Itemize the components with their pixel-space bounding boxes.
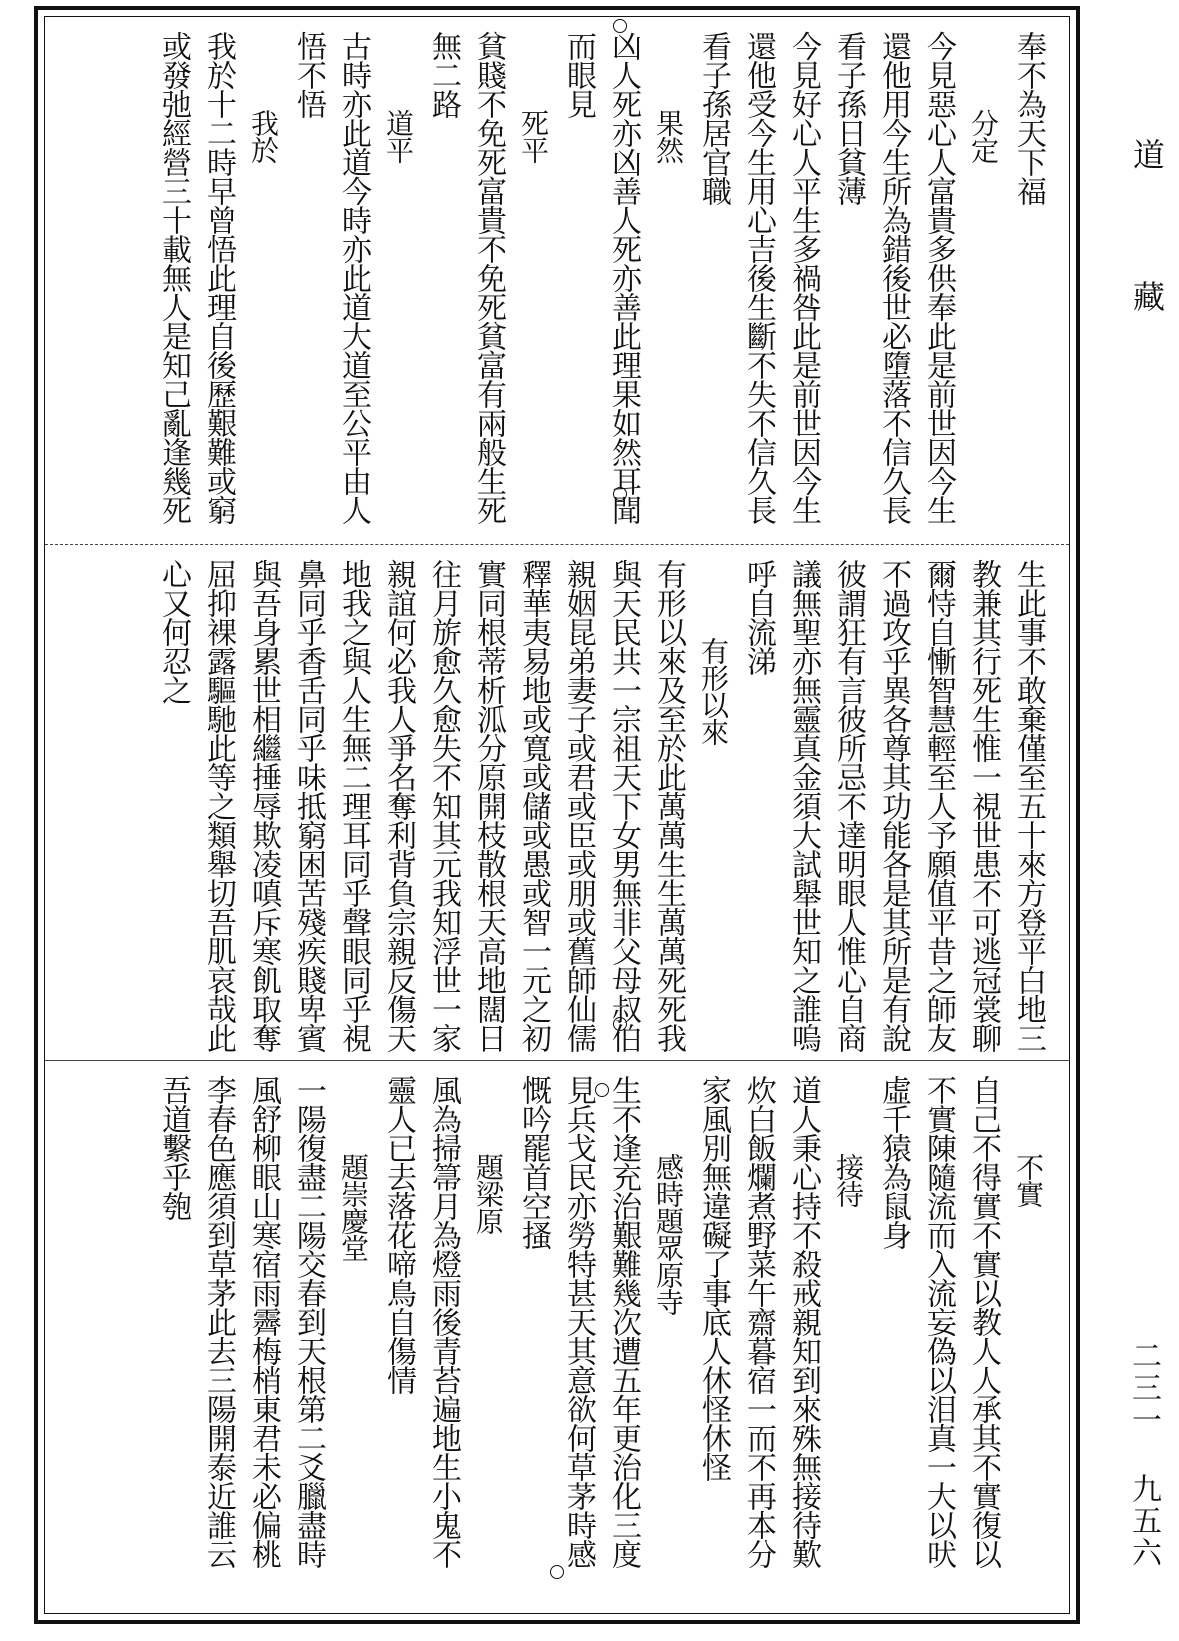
text-column: 親誼何必我人爭名奪利背負宗親反傷天 <box>381 559 416 1052</box>
section-circle-mark <box>613 1017 627 1031</box>
text-column: 凶人死亦凶善人死亦善此理果如然耳聞 <box>601 31 646 531</box>
text-column: 一陽復盡二陽交春到天根第二爻臘盡時 <box>291 1075 326 1568</box>
section-title: 果然 <box>652 109 685 163</box>
text-column: 無二路 <box>426 31 461 118</box>
text-column: 實同根蒂析泒分原開枝散根天高地闊日 <box>471 559 506 1052</box>
text-column: 慨吟罷首空搔 <box>516 1075 551 1249</box>
text-column: 還他受今生用心吉後生斷不失不信久長 <box>741 31 776 524</box>
text-column: 或發弛經營三十載無人是知己亂逢幾死 <box>156 31 191 524</box>
section-title: 題崇慶堂 <box>337 1153 370 1261</box>
text-column: 吾道繫乎匏 <box>156 1075 191 1220</box>
text-column: 炊白飯爛煮野菜午齋暮宿一而不再本分 <box>741 1075 776 1568</box>
text-column: 與天民共一宗祖天下女男無非父母叔伯 <box>606 559 641 1052</box>
text-column: 地我之與人生無二理耳同乎聲眼同乎視 <box>336 559 371 1052</box>
text-column: 今見惡心人富貴多供奉此是前世因今生 <box>921 31 956 524</box>
text-column: 風舒柳眼山寒宿雨霽梅梢東君未必偏桃 <box>246 1075 281 1568</box>
text-column: 見兵戈民亦勞特甚天其意欲何草茅時感 <box>556 1075 601 1620</box>
text-column: 看子孫居官職 <box>696 31 731 205</box>
text-column: 我於十二時早曾悟此理自後歷艱難或窮 <box>201 31 236 524</box>
text-column: 不過攻乎異各尊其功能各是其所是有說 <box>876 559 911 1052</box>
text-column: 親姻昆弟妻子或君或臣或朋或舊師仙儒 <box>561 559 596 1052</box>
text-column: 而眼見 <box>561 31 596 118</box>
text-column: 呼自流涕 <box>741 559 776 675</box>
text-column: 靈人已去落花啼鳥自傷情 <box>381 1075 416 1394</box>
text-column: 議無聖亦無靈真金須大試舉世知之誰嗚 <box>786 559 821 1052</box>
register-top <box>45 17 1069 544</box>
text-column: 不實陳隨流而入流妄偽以泪真一大以吠 <box>921 1075 956 1568</box>
collection-mark-zang: 藏 <box>1128 280 1166 312</box>
text-column: 心又何忍之 <box>156 559 191 704</box>
text-column: 看子孫日貧薄 <box>831 31 866 205</box>
register-bottom <box>45 1060 1069 1624</box>
text-column: 古時亦此道今時亦此道大道至公平由人 <box>336 31 371 524</box>
text-column: 自己不得實不實以教人人承其不實復以 <box>966 1075 1001 1568</box>
text-column: 貧賤不免死富貴不免死貧富有兩般生死 <box>471 31 506 524</box>
text-column: 家風別無違礙了事底人休怪休怪 <box>696 1075 731 1481</box>
text-column: 釋華夷易地或寬或儲或愚或智一元之初 <box>516 559 551 1052</box>
page-frame <box>34 6 1080 1624</box>
text-column: 李春色應須到草茅此去三陽開泰近誰云 <box>201 1075 236 1568</box>
section-title: 分定 <box>967 109 1000 163</box>
text-column: 悟不悟 <box>291 31 326 118</box>
section-title: 感時題眾原寺 <box>652 1153 685 1315</box>
section-title: 死平 <box>517 109 550 163</box>
register-middle <box>45 544 1069 1061</box>
section-title: 我於 <box>247 109 280 163</box>
section-title: 道平 <box>382 109 415 163</box>
text-column: 今見好心人平生多禍咎此是前世因今生 <box>786 31 821 524</box>
text-column: 彼謂狂有言彼所忌不達明眼人惟心自商 <box>831 559 866 1052</box>
section-title: 有形以來 <box>697 637 730 745</box>
text-column: 生此事不敢棄僅至五十來方登平白地三 <box>1011 559 1046 1052</box>
text-column: 屈抑裸露驅馳此等之類舉切吾肌哀哉此 <box>201 559 236 1052</box>
text-column: 生不逢充治艱難幾次遭五年更治化三度 <box>601 1075 646 1620</box>
section-circle-mark <box>613 19 627 33</box>
text-column: 教兼其行死生惟一視世患不可逃冠裳聊 <box>966 559 1001 1052</box>
text-column: 爾恃自慚智慧輕至人予願值平昔之師友 <box>921 559 956 1052</box>
text-column: 與吾身累世相繼捶辱欺凌嗔斥寒飢取奪 <box>246 559 281 1052</box>
text-column: 奉不為天下福 <box>1011 31 1046 205</box>
section-circle-mark <box>613 487 627 501</box>
section-title: 題梁原 <box>472 1153 505 1234</box>
section-title: 不實 <box>1012 1153 1045 1207</box>
text-column: 鼻同乎香舌同乎味抵窮困苦殘疾賤卑賓 <box>291 559 326 1052</box>
text-column: 虛千猿為鼠身 <box>876 1075 911 1249</box>
page-number: 二三一 九五六 <box>1126 1340 1161 1569</box>
collection-mark-dao: 道 <box>1128 138 1166 170</box>
text-column: 風為掃箒月為燈雨後青苔遍地生小鬼不 <box>426 1075 461 1568</box>
text-column: 道人秉心持不殺戒親知到來殊無接待歎 <box>786 1075 821 1568</box>
text-column: 往月旂愈久愈失不知其元我知浮世一家 <box>426 559 461 1052</box>
section-title: 接待 <box>832 1153 865 1207</box>
text-column: 還他用今生所為錯後世必墮落不信久長 <box>876 31 911 524</box>
text-block <box>44 16 1070 1614</box>
text-column: 有形以來及至於此萬萬生生萬萬死死我 <box>651 559 686 1052</box>
